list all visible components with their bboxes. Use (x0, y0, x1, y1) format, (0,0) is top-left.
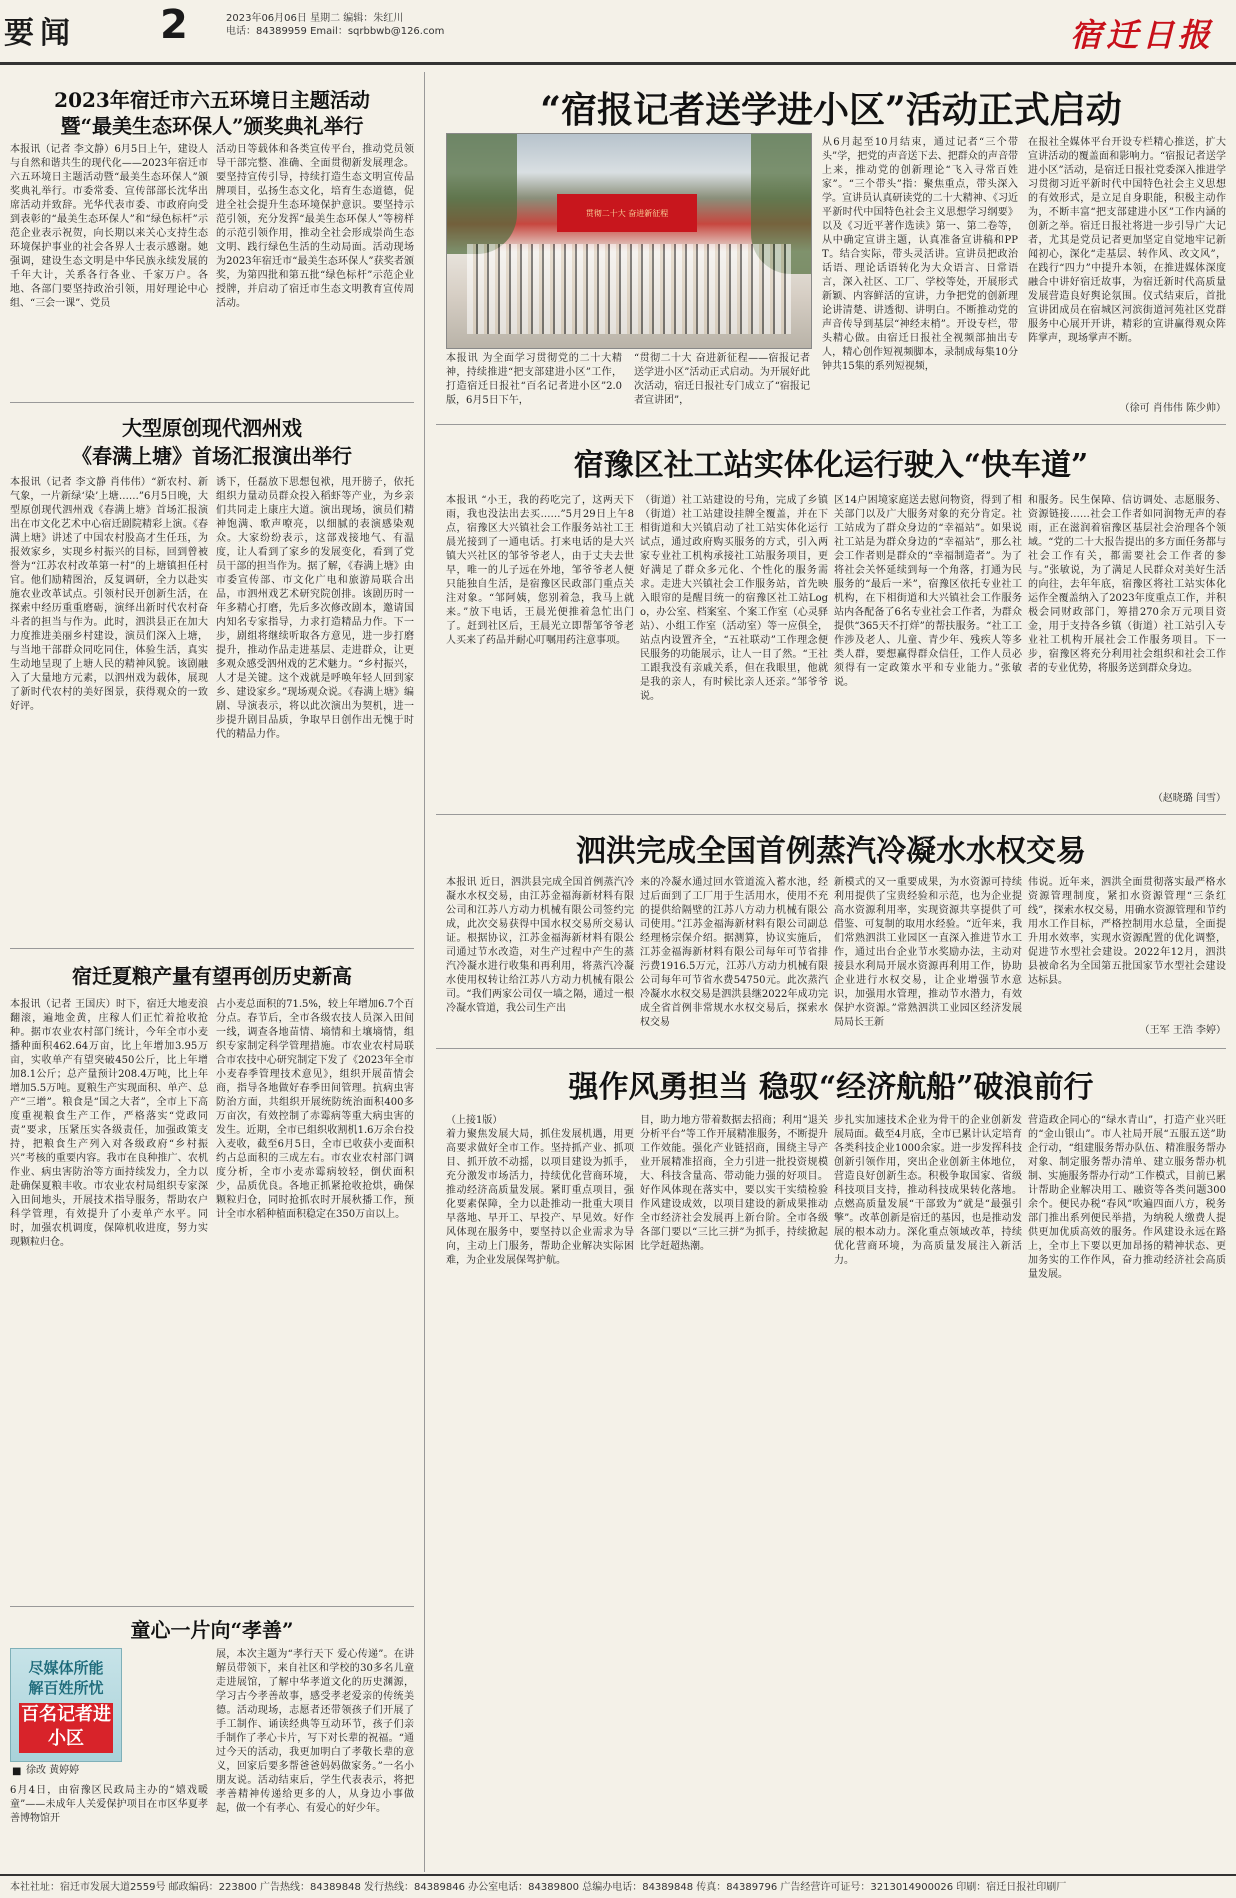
art6-headline: 宿豫区社工站实体化运行驶入“快车道” (573, 448, 1089, 483)
masthead-rule (0, 62, 1236, 65)
art1-body-col1: 本报讯（记者 李文静）6月5日上午，建设人与自然和谐共生的现代化——2023年宿迁市六五环境日主题活动暨“最美生态环保人”颁奖典礼举行。市委常委、宣传部部长沈华出席活动并致辞。光华代表市委、市政府向受到表彰的“最美生态环保人”和“绿色标杆”示范企业表示祝贺，向长期以来关心支持生态环境保护事业的社会各界人士表示感谢。她强调，建设生态文明是中华民族永续发展的千年大计，关系各行各业、千家万户。各地、各部门要坚持政治引领，用好理论中心组、“三会一课”、党员 (10, 144, 208, 309)
art6-body-col4: 和服务。民生保障、信访调处、志愿服务、资源链接……社会工作者如同润物无声的春雨，正在滋润着宿豫区基层社会治理各个领域。“党的二十大报告提出的多方面任务都与社会工作有关，都需要社会工作者的参与。”张敏说，为了满足人民群众对美好生活的向往，去年年底，宿豫区将社工站实体化运作全覆盖纳入了2023年度重点工作，并积极会同财政部门，筹措270余万元项目资金，用于支持各乡镇（街道）社工站引入专业社工机构开展社会工作服务项目。下一步，宿豫区将充分利用社会组织和社会工作者的专业优势，将服务送到群众身边。 (1028, 495, 1226, 674)
art7-body-col1: 本报讯 近日，泗洪县完成全国首例蒸汽冷凝水水权交易，由江苏金福海新材料有限公司和江苏八方动力机械有限公司签约完成，此次交易获得中国水权交易所交易认证。根据协议，江苏金福海新材料有限公司通过节水改造，对生产过程中产生的蒸汽冷凝水进行收集和再利用，将蒸汽冷凝水使用权转让给江苏八方动力机械有限公司。“我们两家公司仅一墙之隔，通过一根冷凝水管道，我公司生产出 (446, 877, 634, 1014)
art7-body-col4: 伟说。近年来，泗洪全面贯彻落实最严格水资源管理制度，紧扣水资源管理“三条红线”，探索水权交易，用确水资源管理和节约用水工作目标，严格控制用水总量，全面提升用水效率，实现水资源配置的优化调整，促进节水型社会建设。2022年12月，泗洪县被命名为全国第五批国家节水型社会建设达标县。 (1028, 877, 1226, 986)
art5-body-col4: 在报社全媒体平台开设专栏精心推送，扩大宣讲活动的覆盖面和影响力。“宿报记者送学进小区”活动，是宿迁日报社党委深入推进学习贯彻习近平新时代中国特色社会主义思想的有效形式，是立足自身职能，积极主动作为，不断丰富“把支部建进小区”工作内涵的创新之举。宿迁日报社将进一步引导广大记者，尤其是党员记者更加坚定自觉地牢记新闻初心，深化“走基层、转作风、改文风”，在践行“四力”中提升本领，在推进媒体深度融合中讲好宿迁故事，为宿迁新时代高质量发展营造良好舆论氛围。仪式结束后，首批宣讲团成员在宿城区河滨街道河苑社区党群服务中心展开开讲，精彩的宣讲赢得观众阵阵掌声，现场掌声不断。 (1028, 137, 1226, 344)
divider (10, 402, 414, 403)
art8-body-col3: 步扎实加速技术企业为骨干的企业创新发展局面。截至4月底，全市已累计认定培育各类科技企业1000余家。进一步发挥科技创新引领作用，突出企业创新主体地位，营造良好创新生态。积极争取国家、省级科技项目支持，推动科技成果转化落地。点燃高质量发展“干部致为”就是“最强引擎”。改革创新是宿迁的基因，也是推动发展的根本动力。深化重点领域改革，持续优化营商环境，为高质量发展注入新活力。 (834, 1115, 1022, 1266)
art1-headline-1: 2023年宿迁市六五环境日主题活动 (54, 88, 370, 112)
art7-body-col2: 来的冷凝水通过回水管道流入蓄水池，经过后面到了工厂用于生活用水，使用不充的提供给隔壁的江苏八方动力机械有限公司使用。”江苏金福海新材料有限公司副总经理杨宗保介绍。据测算，协议实施后，江苏金福海新材料有限公司每年可节省排污费1916.5万元，江苏八方动力机械有限公司每年可节省水费54750元。此次蒸汽冷凝水水权交易是泗洪县继2022年成功完成全省首例非常规水水权交易后，探索水权交易 (640, 877, 828, 1028)
photo-tree (447, 134, 517, 254)
art8-body-col4: 营造政企同心的“绿水青山”，打造产业兴旺的“金山银山”。市人社局开展“五服五送”助企行动，“组建服务帮办队伍、精准服务帮办对象、制定服务帮办清单、建立服务帮办机制、实施服务帮办行动”工作模式，目前已累计帮助企业解决用工、融资等各类问题300余个。便民办税“春风”吹遍四面八方，税务部门推出系列便民举措，为纳税人缴费人提供更加优质高效的服务。作风建设永远在路上，全市上下要以更加昂扬的精神状态、更加务实的工作作风，奋力推动经济社会高质量发展。 (1028, 1115, 1226, 1280)
art6-byline: （赵晓璐 闫雪） (1152, 793, 1226, 804)
art2-headline-1: 大型原创现代泗州戏 (122, 416, 302, 440)
art7-headline: 泗洪完成全国首例蒸汽冷凝水水权交易 (576, 834, 1086, 869)
divider (10, 1606, 414, 1607)
event-photo (446, 133, 812, 349)
photo-banner (557, 194, 697, 232)
date-meta (226, 12, 566, 38)
art5-body-col3: 从6月起至10月结束，通过记者“三个带头”学，把党的声音送下去、把群众的声音带上来，推动党的创新理论“飞入寻常百姓家”。“三个带头”指：聚焦重点，带头深入学。宣讲员认真研读党的二十大精神、《习近平新时代中国特色社会主义思想学习纲要》以及《习近平著作选读》第一、第二卷等，从中确定宣讲主题，认真准备宣讲稿和PPT。结合实际，带头灵活讲。宣讲员把政治话语、理论话语转化为大众语言、日常语言，深入社区、工厂、学校等处，开展形式新颖、内容鲜活的宣讲，力争把党的创新理论讲清楚、讲透彻、讲明白。不断推动党的声音传导到基层“神经末梢”。开设专栏，带头精心做。由宿迁日报社全视频部抽出专人，精心创作短视频脚本，录制成每集10分钟共15集的系列短视频， (822, 137, 1018, 372)
column-separator (424, 72, 425, 1872)
divider (436, 1048, 1226, 1049)
art2-body-col1: 本报讯（记者 李文静 肖伟伟）“新农村、新气象，一片新绿‘染’上塘……”6月5日晚，大型原创现代泗州戏《春满上塘》首场汇报演出在市文化艺术中心宿迁剧院精彩上演。《春满上塘》讲述了中国农村股高才生任珏，为报效家乡，实现乡村振兴的目标，回到曾被誉为“江苏农村改革第一村”的上塘镇担任村官。他们励精图治，反复调研，全力以赴实施农业改革试点。引领村民开创新生活，在探索中经历重重磨砺，演绎出新时代农村奋斗者的担当与作为。此时，泗洪县正在加大力度推进美丽乡村建设，演员们深入上塘，与当地干部群众同吃同住，体验生活，真实生动地呈现了上塘人民的精神风貌。该剧融入了大量地方元素，以泗州戏为载体，展现了新时代农村的美好图景，获得观众的一致好评。 (10, 477, 208, 712)
promo-line-2: 解百姓所忧 (28, 1679, 104, 1697)
camera-icon: ■ (12, 1766, 22, 1777)
promo-line-3: 百名记者进小区 (19, 1703, 113, 1753)
art3-headline: 宿迁夏粮产量有望再创历史新高 (72, 964, 352, 988)
art5-headline: “宿报记者送学进小区”活动正式启动 (540, 89, 1122, 131)
page-name: 要闻 (4, 16, 76, 51)
art6-body-col3: 区14户困境家庭送去慰问物资，得到了相关部门以及广大服务对象的充分肯定。社工站成为了群众身边的“幸福站”。如果说社工站是为群众身边的“幸福站”，那么社会工作者则是群众的“幸福制造者”。为了将社会关怀延续到每一个角落，打通为民服务的“最后一米”，宿豫区依托专业社工机构，在下相街道和大兴镇社会工作服务站内各配备了6名专业社会工作者，为群众提供“365天不打烊”的帮扶服务。“社工工作涉及老人、儿童、青少年、残疾人等多类人群，要想赢得群众信任，工作人员必须得有一定政策水平和专业能力。”张敏说。 (834, 495, 1022, 688)
art7-byline: （王军 王浩 李婷） (1139, 1025, 1226, 1036)
art8-body-col1: （上接1版） 着力聚焦发展大局，抓住发展机遇，用更高要求做好全市工作。坚持抓产业、抓项目、抓开放不动摇，以项目建设为抓手，充分激发市场活力，持续优化营商环境，推动经济高质量发展。紧盯重点项目，强化要素保障，全力以赴推动一批重大项目早落地、早开工、早投产、早见效。好作风体现在服务中，要坚持以企业需求为导向，主动上门服务，帮助企业解决实际困难，为企业发展保驾护航。 (446, 1115, 634, 1266)
art5-body-col1: 本报讯 为全面学习贯彻党的二十大精神，持续推进“把支部建进小区”工作，打造宿迁日报社“百名记者进小区”2.0版，6月5日下午， (446, 353, 622, 406)
art1-headline-2: 暨“最美生态环保人”颁奖典礼举行 (60, 114, 364, 138)
art8-body-col2: 目，助力地方带着数据去招商；利用“退关分析平台”等工作开展精准服务，不断提升工作效能。强化产业链招商，围绕主导产业开展精准招商，全力引进一批投资规模大、科技含量高、带动能力强的好项目。好作风体现在落实中，要以实干实绩检验作风建设成效，以项目建设的新成果推动全市经济社会发展再上新台阶。全市各级各部门要以“三比三拼”为抓手，持续掀起比学赶超热潮。 (640, 1115, 828, 1252)
footer-rule (0, 1874, 1236, 1876)
art5-byline: （徐可 肖伟伟 陈少帅） (1119, 403, 1226, 414)
promo-line-1: 尽媒体所能 (28, 1659, 104, 1677)
photo-banner-text: 贯彻二十大 奋进新征程 (585, 209, 669, 218)
art6-body-col2: （街道）社工站建设的号角，完成了乡镇（街道）社工站建设挂牌全覆盖，并在下相街道和大兴镇启动了社工站实体化运行试点，通过政府购买服务的方式，引入两家专业社工机构承接社工站服务项目，更好满足了群众多元化、个性化的服务需求。走进大兴镇社会工作服务站，首先映入眼帘的是醒目统一的宿豫区社工站Logo，办公室、档案室、个案工作室（心灵驿站）、小组工作室（活动室）等一应俱全，站点内设置齐全，“五社联动”工作理念便民服务的功能展示，让人一目了然。“王社工跟我没有亲戚关系，但在我眼里，他就是我的亲人，有时候比亲人还亲。”邹爷爷说。 (640, 495, 828, 702)
art7-body-col3: 新模式的又一重要成果，为水资源可持续利用提供了宝贵经验和示范，也为企业提高水资源利用率，实现资源共享提供了可借鉴、可复制的取用水经验。“近年来，我们常熟泗洪工业园区一直深入推进节水工作，通过出台企业节水奖励办法，主动对接县水利局开展水资源再利用工作，协助企业进行水权交易，让企业增强节水意识，加强用水管理，推动节水潜力，有效保护水资源。”常熟泗洪工业园区经济发展局局长王新 (834, 877, 1022, 1028)
art8-headline: 强作风勇担当 稳驭“经济航船”破浪前行 (568, 1070, 1094, 1105)
art4-body-col1: 展，本次主题为“孝行天下 爱心传递”。在讲解员带领下，来自社区和学校的30多名儿童走进展馆，了解中华孝道文化的历史渊源，学习古今孝善故事，感受孝老爱亲的传统美德。活动现场，志愿者还带领孩子们开展了手工制作、诵读经典等互动环节，孩子们亲手制作了孝心卡片，写下对长辈的祝福。“通过今天的活动，我更加明白了孝敬长辈的意义，回家后要多帮爸爸妈妈做家务。”一名小朋友说。活动结束后，学生代表表示，将把孝善精神传递给更多的人，从身边小事做起，做一个有孝心、有爱心的好少年。 (216, 1649, 414, 1814)
art3-body-col2: 占小麦总面积的71.5%，较上年增加6.7个百分点。春节后，全市各级农技人员深入田间一线，调查各地苗情、墒情和土壤墒情，组织专家制定科学管理措施。市农业农村局联合市农技中心研究制定下发了《2023年全市小麦春季管理技术意见》，组织开展苗情会商，指导各地做好春季田间管理。抗病虫害防治方面，共组织开展统防统治面积400多万亩次，有效控制了赤霉病等重大病虫害的发生。近期，全市已组织收割机1.6万余台投入麦收，截至6月5日，全市已收获小麦面积约占总面积的三成左右。市农业农村部门调度分析，全市小麦赤霉病较轻，倒伏面积少，品质优良。各地正抓紧抢收抢烘，确保颗粒归仓，同时抢抓农时开展秋播工作，预计全市水稻种植面积稳定在350万亩以上。 (216, 999, 414, 1220)
footer-info: 本社社址：宿迁市发展大道2559号 邮政编码：223800 广告热线：84389848 发行热线：84389846 办公室电话：84389800 总编办电话：84389848 传真：84389796 广告经营许可证号：3213014900026 印刷：宿迁日报社印刷厂 (10, 1882, 1067, 1893)
art1-body-col2: 活动日等载体和各类宣传平台，推动党员领导干部完整、准确、全面贯彻新发展理念。要坚持宣传引导，持续打造生态文明宣传品牌项目，弘扬生态文化，培育生态道德，促进全社会提升生态环境保护意识。要坚持示范引领，充分发挥“最美生态环保人”等榜样的示范引领作用，推动全社会形成崇尚生态文明、践行绿色生活的生动局面。活动现场为2023年宿迁市“最美生态环保人”获奖者颁奖，为第四批和第五批“绿色标杆”示范企业授牌，并启动了宿迁市生态文明教育宣传周活动。 (216, 144, 414, 309)
art4-byline: 徐改 黄婷婷 (26, 1765, 80, 1776)
date-line: 2023年06月06日 星期二 编辑：朱红川 (226, 13, 404, 24)
divider (10, 948, 414, 949)
art4-body-col0: 6月4日，由宿豫区民政局主办的“嬉戏暖童”——未成年人关爱保护项目在市区华夏孝善博物馆开 (10, 1785, 208, 1824)
page-number: 2 (160, 2, 188, 48)
paper-name-logo: 宿迁日报 (1069, 16, 1214, 54)
art4-headline: 童心一片向“孝善” (130, 1618, 294, 1642)
art2-body-col2: 诱下，任磊放下思想包袱，甩开膀子，依托组织力量动员群众投入稻虾等产业，为乡亲们共同走上康庄大道。演出现场，演员们精神饱满、歌声嘹亮，以细腻的表演感染观众。大家纷纷表示，这部戏接地气、有温度，让人看到了家乡的发展变化，看到了党员干部的担当作为。据了解，《春满上塘》由市委宣传部、市文化广电和旅游局联合出品，市泗州戏艺术研究院创排。该剧历时一年多精心打磨，先后多次修改剧本，邀请国内知名专家指导，力求打造精品力作。下一步，剧组将继续听取各方意见，进一步打磨提升，推动作品走进基层、走进群众，让更多观众感受泗州戏的艺术魅力。“乡村振兴，人才是关键。这个戏就是呼唤年轻人回到家乡、建设家乡。”现场观众说。《春满上塘》编剧、导演表示，将以此次演出为契机，进一步提升剧目品质，争取早日创作出无愧于时代的精品力作。 (216, 477, 414, 740)
masthead (0, 0, 1236, 60)
divider (436, 814, 1226, 815)
promo-box (10, 1648, 122, 1762)
art6-body-col1: 本报讯 “小王，我的药吃完了，这两天下雨，我也没法出去买……”5月29日上午8点，宿豫区大兴镇社会工作服务站社工王晨光接到了一通电话。打来电话的是大兴镇大兴社区的邹爷爷老人，由于丈夫去世早，唯一的儿子远在外地，邹爷爷老人便只能独自生活，是宿豫区民政部门重点关注对象。“邹阿姨，您别着急，我马上就来。”放下电话，王晨光便推着急忙出门了。赶到社区后，王晨光立即帮邹爷爷老人买来了药品并耐心叮嘱用药注意事项。 (446, 495, 634, 646)
photo-crowd (467, 244, 791, 334)
art5-body-col2: “贯彻二十大 奋进新征程——宿报记者送学进小区”活动正式启动。为开展好此次活动，宿迁日报社专门成立了“宿报记者宣讲团”， (634, 353, 810, 406)
art2-headline-2: 《春满上塘》首场汇报演出举行 (72, 444, 352, 468)
divider (436, 424, 1226, 425)
contact-line: 电话：84389959 Email：sqrbbwb@126.com (226, 26, 445, 37)
art3-body-col1: 本报讯（记者 王国庆）时下，宿迁大地麦浪翻滚，遍地金黄，庄稼人们正忙着抢收抢种。据市农业农村部门统计，今年全市小麦播种面积462.64万亩，比上年增加3.95万亩，实收单产有望突破450公斤，比上年增加8.1公斤；总产量预计208.4万吨，比上年增加5.5万吨。夏粮生产实现面积、单产、总产“三增”。粮食是“国之大者”，全市上下高度重视粮食生产工作，严格落实“党政同责”要求，压紧压实各级责任，加强政策支持，把粮食生产列入对各级政府“乡村振兴”考核的重要内容。我市在良种推广、农机作业、病虫害防治等方面持续发力，全力以赴确保夏粮丰收。市农业农村局组织专家深入田间地头，开展技术指导服务，帮助农户科学管理，有效提升了小麦单产水平。同时，加强农机调度，保障机收进度，努力实现颗粒归仓。 (10, 999, 208, 1248)
